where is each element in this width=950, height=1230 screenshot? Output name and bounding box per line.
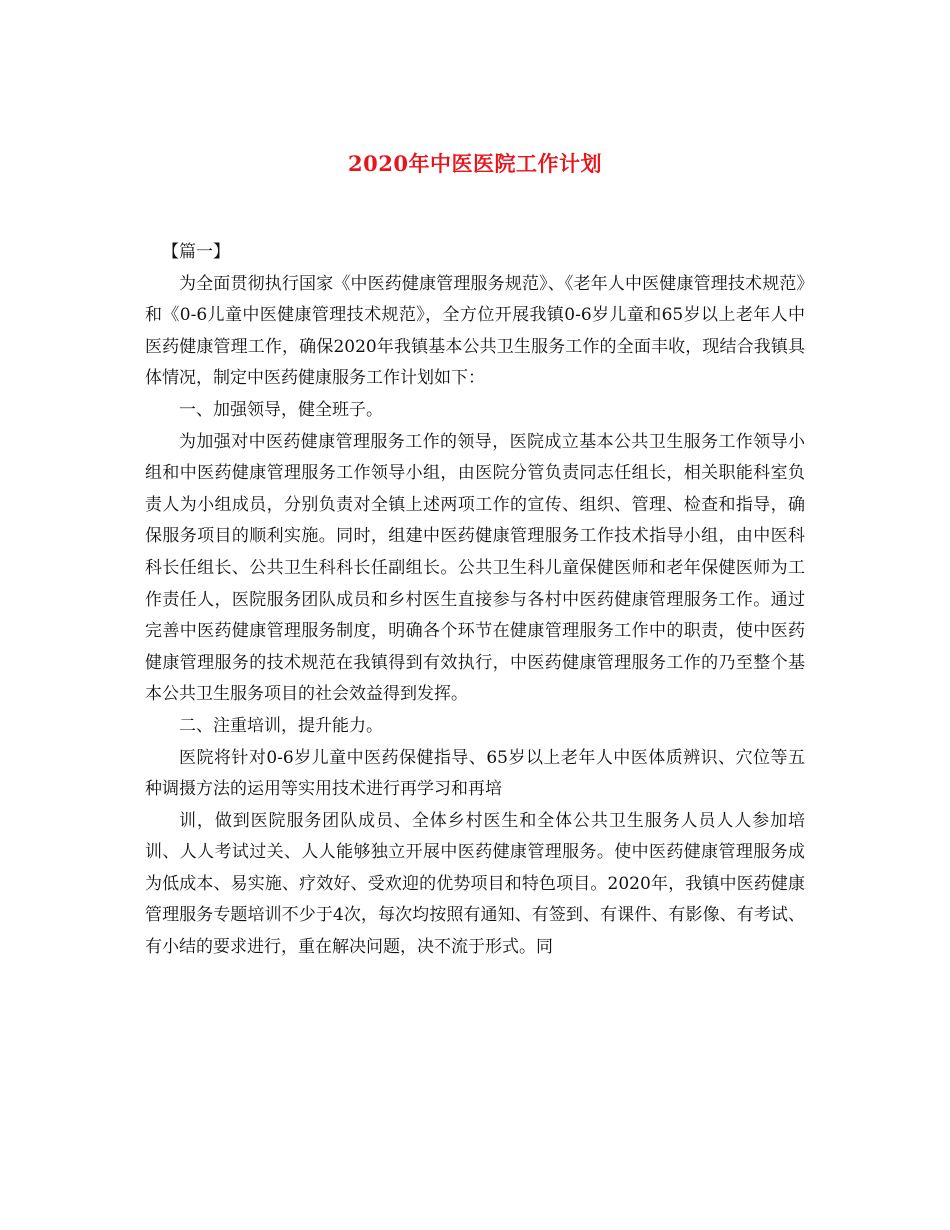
section-label: 【篇一】 bbox=[162, 242, 230, 262]
paragraph-training-part2: 训，做到医院服务团队成员、全体乡村医生和全体公共卫生服务人员人人参加培训、人人考试过关、人人能够独立开展中医药健康管理服务。使中医药健康管理服务成为低成本、易实施、疗效好、受欢迎的优势项目和特色项目。2020年，我镇中医药健康管理服务专题培训不少于4次，每次均按照有通知、有签到、有课件、有影像、有考试、有小结的要求进行，重在解决问题，决不流于形式。同 bbox=[145, 810, 805, 958]
paragraph-leadership: 为加强对中医药健康管理服务工作的领导，医院成立基本公共卫生服务工作领导小组和中医药健康管理服务工作领导小组，由医院分管负责同志任组长，相关职能科室负责人为小组成员，分别负责对全镇上述两项工作的宣传、组织、管理、检查和指导，确保服务项目的顺利实施。同时，组建中医药健康管理服务工作技术指导小组，由中医科科长任组长、公共卫生科科长任副组长。公共卫生科儿童保健医师和老年保健医师为工作责任人，医院服务团队成员和乡村医生直接参与各村中医药健康管理服务工作。通过完善中医药健康管理服务制度，明确各个环节在健康管理服务工作中的职责，使中医药健康管理服务的技术规范在我镇得到有效执行，中医药健康管理服务工作的乃至整个基本公共卫生服务项目的社会效益得到发挥。 bbox=[145, 431, 805, 705]
heading-training: 二、注重培训，提升能力。 bbox=[179, 715, 383, 736]
heading-leadership: 一、加强领导，健全班子。 bbox=[179, 399, 383, 420]
paragraph-training-part1: 医院将针对0-6岁儿童中医药保健指导、65岁以上老年人中医体质辨识、穴位等五种调摄方法的运用等实用技术进行再学习和再培 bbox=[145, 747, 805, 800]
document-body bbox=[145, 237, 805, 964]
paragraph-intro: 为全面贯彻执行国家《中医药健康管理服务规范》、《老年人中医健康管理技术规范》和《0-6儿童中医健康管理技术规范》，全方位开展我镇0-6岁儿童和65岁以上老年人中医药健康管理工作，确保2020年我镇基本公共卫生服务工作的全面丰收，现结合我镇具体情况，制定中医药健康服务工作计划如下： bbox=[145, 273, 805, 389]
document-title: 2020年中医医院工作计划 bbox=[348, 151, 602, 176]
